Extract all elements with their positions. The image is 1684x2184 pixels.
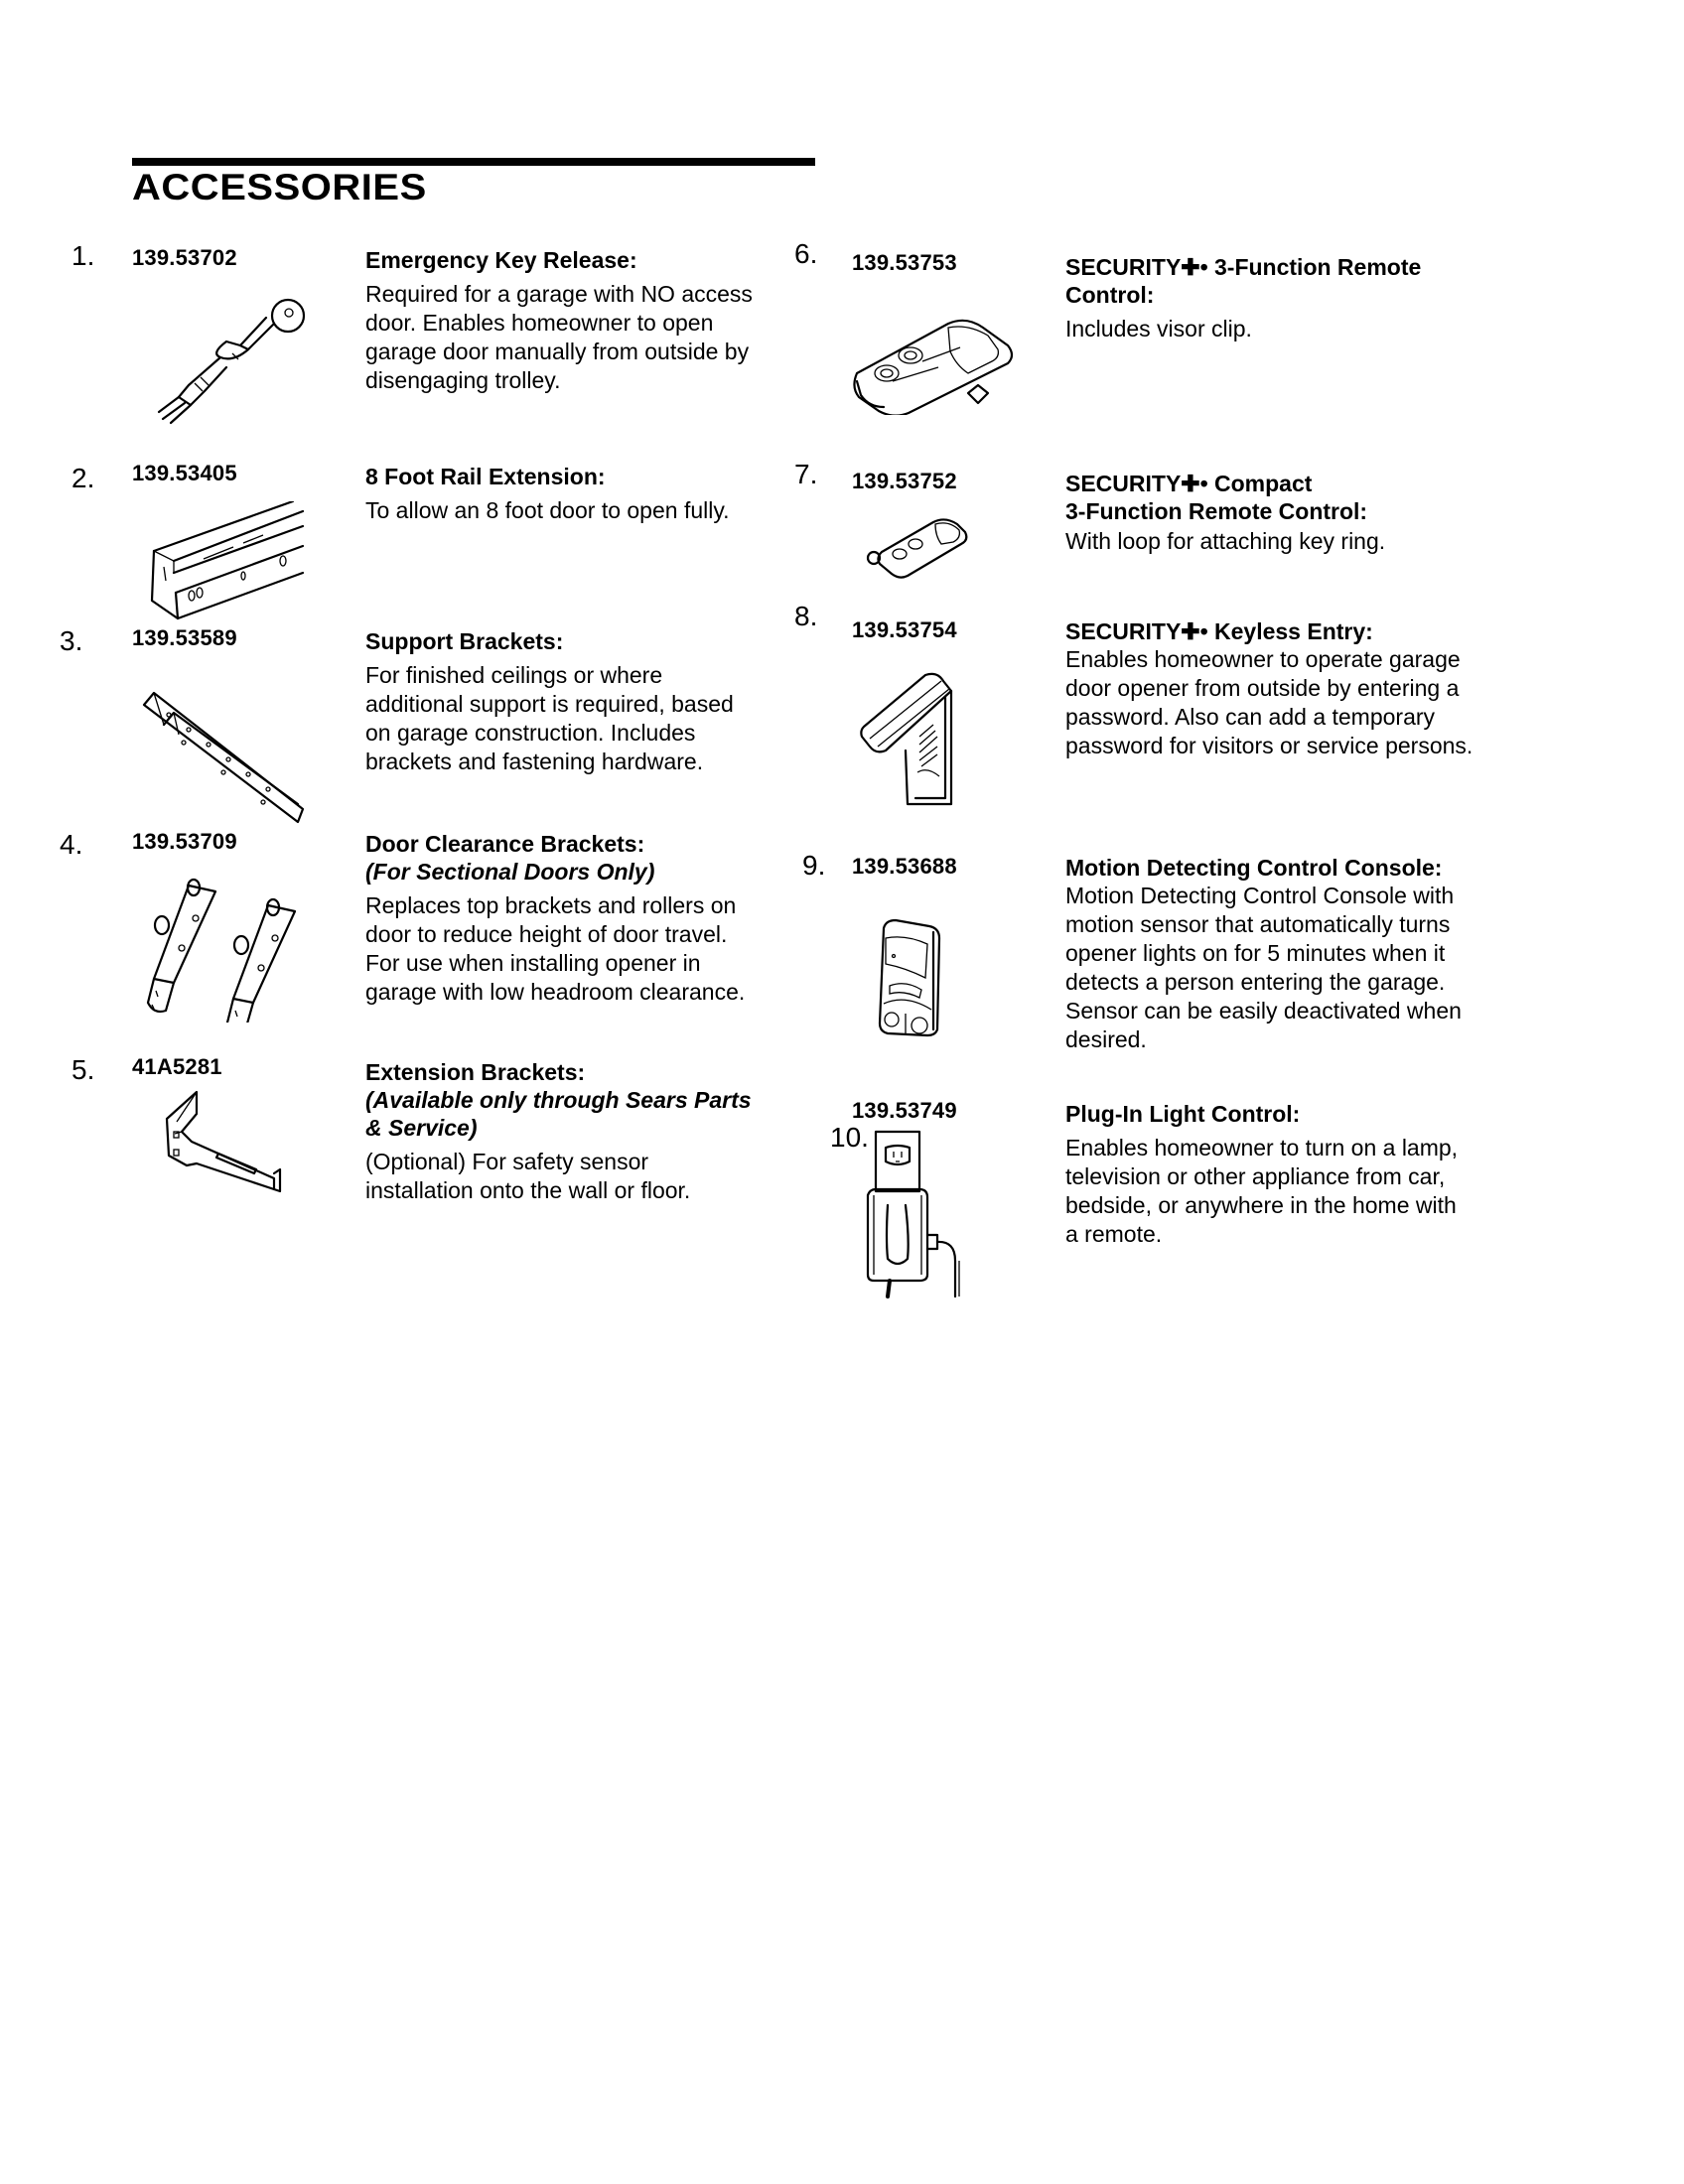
part-number: 139.53754 [852,617,957,642]
item-title: Support Brackets: [365,628,564,654]
heading-rule [132,158,815,166]
item-title: 8 Foot Rail Extension: [365,464,606,489]
item-number: 6. [794,238,818,269]
part-number: 139.53688 [852,854,957,879]
item-title: SECURITY✚• 3-Function Remote Control: [1065,254,1422,308]
item-description: Replaces top brackets and rollers on door to reduce height of door travel. For use when installing opener in garage with low headroom clearance. [365,892,746,1005]
plug-in-light-control-illustration [864,1130,1013,1298]
item-description: To allow an 8 foot door to open fully. [365,497,730,523]
compact-remote-illustration [862,514,971,584]
item-description: Required for a garage with NO access door. Enables homeowner to open garage door manually from outside by disengaging trolley. [365,281,753,393]
item-description: For finished ceilings or where additional support is required, based on garage construction. Includes brackets and fastening hardware. [365,662,734,774]
support-brackets-illustration [134,685,313,824]
item-title: Door Clearance Brackets: [365,831,645,857]
item-description: With loop for attaching key ring. [1065,528,1386,554]
item-number: 5. [71,1054,95,1085]
part-number: 139.53709 [132,829,237,854]
item-number: 1. [71,240,95,271]
item-title: Emergency Key Release: [365,247,637,273]
item-note: (For Sectional Doors Only) [365,859,655,885]
control-console-illustration [876,918,945,1037]
part-number: 139.53752 [852,469,957,493]
extension-brackets-illustration [157,1084,286,1193]
item-title: SECURITY✚• Compact 3-Function Remote Control: [1065,471,1368,524]
item-description: Enables homeowner to turn on a lamp, television or other appliance from car, bedside, or anywhere in the home with a remote. [1065,1135,1459,1247]
part-number: 139.53589 [132,625,237,650]
part-number: 139.53749 [852,1098,957,1123]
item-title: Extension Brackets: [365,1059,586,1085]
rail-extension-illustration [134,501,313,625]
page-title: ACCESSORIES [132,167,427,207]
item-description: (Optional) For safety sensor installation onto the wall or floor. [365,1149,691,1203]
item-description: Includes visor clip. [1065,316,1252,341]
item-description: Enables homeowner to operate garage door opener from outside by entering a password. Also can add a temporary password for visitors or service persons. [1065,646,1474,758]
keyless-entry-illustration [856,667,995,806]
item-number: 9. [802,850,826,881]
part-number: 139.53405 [132,461,237,485]
item-description: Motion Detecting Control Console with motion sensor that automatically turns opener lights on for 5 minutes when it detects a person entering the garage. Sensor can be easily deactivated when desired. [1065,883,1462,1052]
remote-control-illustration [849,316,1018,415]
item-number: 2. [71,463,95,493]
item-number: 7. [794,459,818,489]
emergency-key-release-illustration [149,288,318,427]
door-clearance-brackets-illustration [114,874,313,1023]
item-title: Motion Detecting Control Console: [1065,855,1443,881]
part-number: 41A5281 [132,1054,222,1079]
item-note: (Available only through Sears Parts & Service) [365,1087,752,1141]
item-number: 4. [60,829,83,860]
item-title: Plug-In Light Control: [1065,1101,1301,1127]
item-number: 10. [830,1122,869,1153]
part-number: 139.53702 [132,245,237,270]
item-title: SECURITY✚• Keyless Entry: [1065,618,1373,644]
item-number: 3. [60,625,83,656]
part-number: 139.53753 [852,250,957,275]
item-number: 8. [794,601,818,631]
